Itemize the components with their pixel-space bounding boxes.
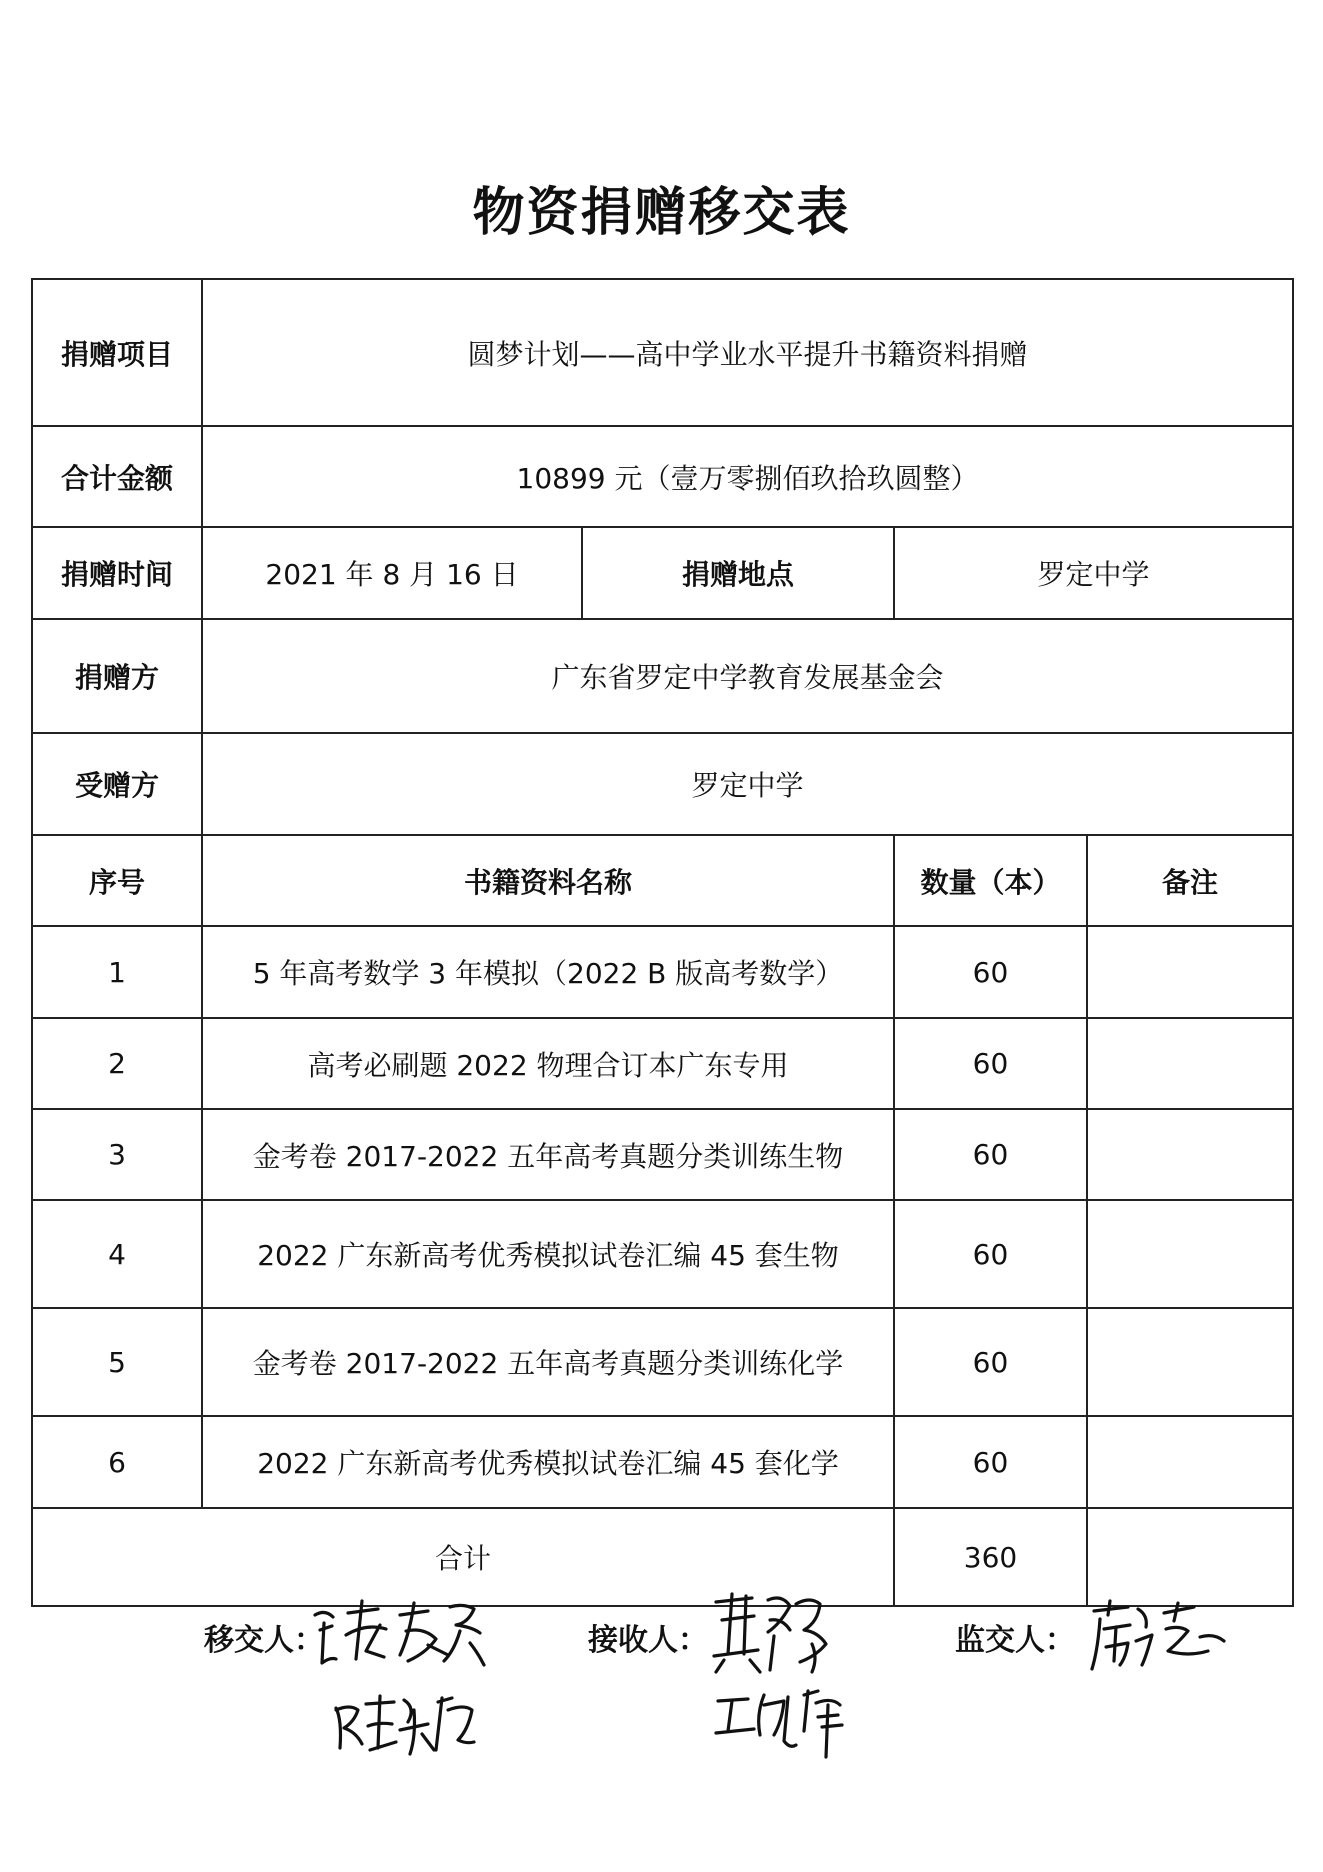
total-row <box>32 1508 1293 1606</box>
document-title: 物资捐赠移交表 <box>472 183 851 243</box>
amount-label: 合计金额 <box>32 426 202 527</box>
transferor-signature-2 <box>330 1690 480 1762</box>
row-book-name: 高考必刷题 2022 物理合订本广东专用 <box>202 1018 894 1109</box>
row-book-name: 2022 广东新高考优秀模拟试卷汇编 45 套化学 <box>202 1416 894 1508</box>
header-book-name: 书籍资料名称 <box>202 835 894 926</box>
project-label: 捐赠项目 <box>32 279 202 426</box>
donor-value: 广东省罗定中学教育发展基金会 <box>202 619 1293 733</box>
row-quantity: 60 <box>894 1308 1087 1416</box>
row-note <box>1087 1308 1293 1416</box>
row-quantity: 60 <box>894 1200 1087 1308</box>
recipient-value: 罗定中学 <box>202 733 1293 835</box>
amount-value: 10899 元（壹万零捌佰玖拾玖圆整） <box>202 426 1293 527</box>
row-note <box>1087 1109 1293 1200</box>
table-row <box>32 1200 1293 1308</box>
row-no: 3 <box>32 1109 202 1200</box>
total-label: 合计 <box>32 1508 894 1606</box>
row-quantity: 60 <box>894 926 1087 1018</box>
donor-row <box>32 619 1293 733</box>
row-no: 1 <box>32 926 202 1018</box>
time-place-row <box>32 527 1293 619</box>
row-book-name: 5 年高考数学 3 年模拟（2022 B 版高考数学） <box>202 926 894 1018</box>
table-row <box>32 1018 1293 1109</box>
row-quantity: 60 <box>894 1018 1087 1109</box>
transferor-signature-1 <box>310 1595 490 1675</box>
row-note <box>1087 1200 1293 1308</box>
place-label: 捐赠地点 <box>582 527 894 619</box>
header-no: 序号 <box>32 835 202 926</box>
recipient-label: 受赠方 <box>32 733 202 835</box>
project-value: 圆梦计划——高中学业水平提升书籍资料捐赠 <box>202 279 1293 426</box>
row-no: 5 <box>32 1308 202 1416</box>
donation-transfer-table <box>31 278 1294 1607</box>
row-book-name: 金考卷 2017-2022 五年高考真题分类训练化学 <box>202 1308 894 1416</box>
row-book-name: 金考卷 2017-2022 五年高考真题分类训练生物 <box>202 1109 894 1200</box>
row-note <box>1087 926 1293 1018</box>
table-row <box>32 1308 1293 1416</box>
table-row <box>32 1109 1293 1200</box>
receiver-signature-2 <box>712 1685 842 1763</box>
header-note: 备注 <box>1087 835 1293 926</box>
row-no: 4 <box>32 1200 202 1308</box>
row-quantity: 60 <box>894 1109 1087 1200</box>
transferor-label: 移交人： <box>204 1623 324 1658</box>
amount-row <box>32 426 1293 527</box>
table-row <box>32 1416 1293 1508</box>
list-header-row <box>32 835 1293 926</box>
row-note <box>1087 1416 1293 1508</box>
row-no: 6 <box>32 1416 202 1508</box>
receiver-signature-1 <box>708 1590 838 1678</box>
place-value: 罗定中学 <box>894 527 1293 619</box>
supervisor-label: 监交人： <box>955 1623 1075 1658</box>
row-note <box>1087 1018 1293 1109</box>
receiver-label: 接收人： <box>588 1623 708 1658</box>
donor-label: 捐赠方 <box>32 619 202 733</box>
total-quantity: 360 <box>894 1508 1087 1606</box>
row-quantity: 60 <box>894 1416 1087 1508</box>
table-row <box>32 926 1293 1018</box>
supervisor-signature <box>1088 1597 1228 1679</box>
recipient-row <box>32 733 1293 835</box>
header-quantity: 数量（本） <box>894 835 1087 926</box>
time-label: 捐赠时间 <box>32 527 202 619</box>
total-note <box>1087 1508 1293 1606</box>
time-value: 2021 年 8 月 16 日 <box>202 527 582 619</box>
row-no: 2 <box>32 1018 202 1109</box>
row-book-name: 2022 广东新高考优秀模拟试卷汇编 45 套生物 <box>202 1200 894 1308</box>
project-row <box>32 279 1293 426</box>
